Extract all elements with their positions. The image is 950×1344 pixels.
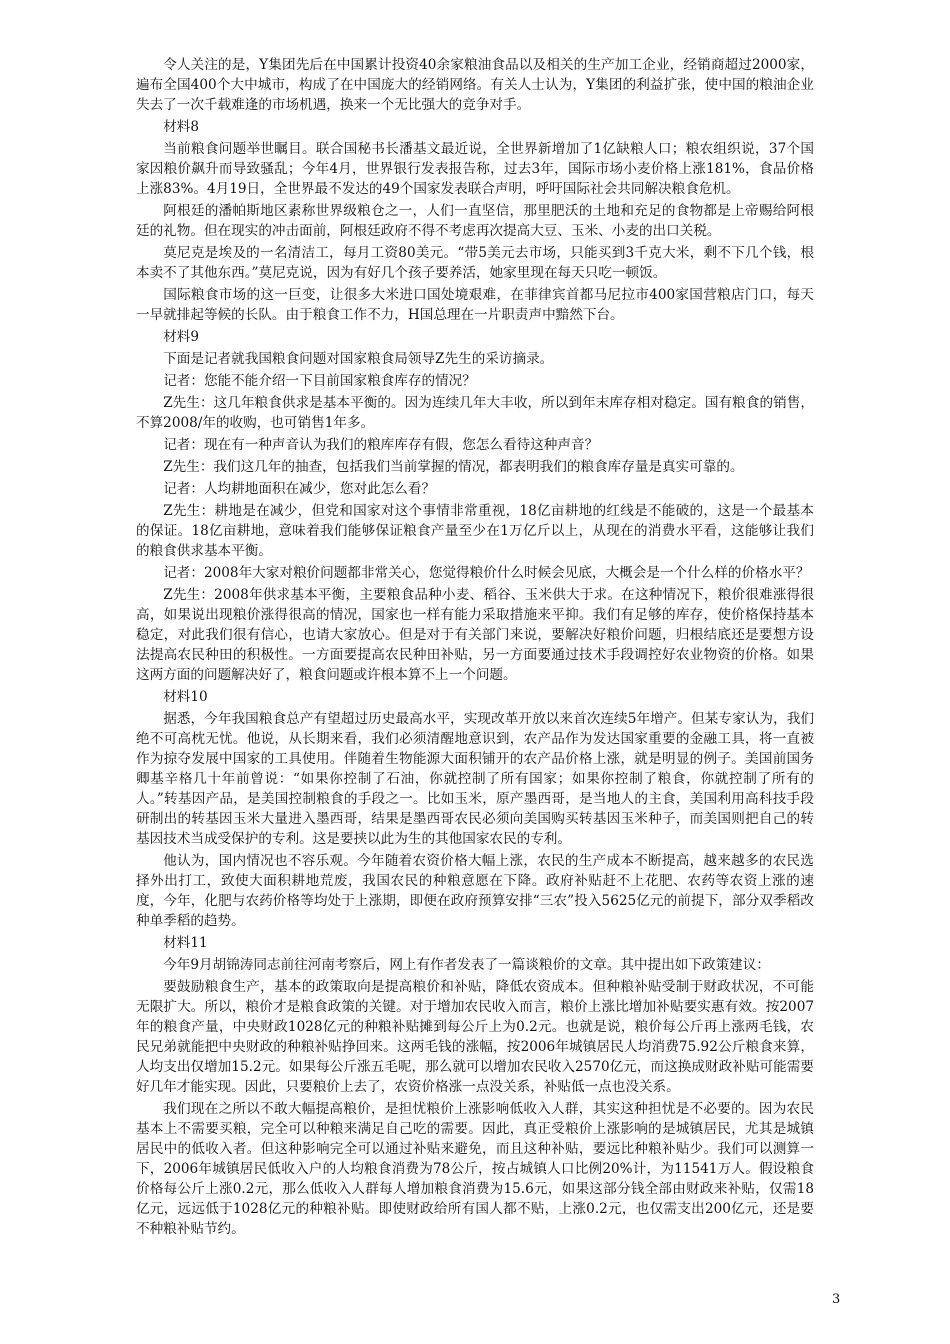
paragraph-y-group: 令人关注的是，Y集团先后在中国累计投资40余家粮油食品以及相关的生产加工企业，经销商超过2000家，遍布全国400个大中城市，构成了在中国庞大的经销网络。有关人士认为，Y集团的利益扩张，使中国的粮油企业失去了一次千载难逢的市场机遇，换来一个无比强大的竞争对手。 [136, 57, 814, 113]
paragraph-policy-grain-price: 要鼓励粮食生产，基本的政策取向是提高粮价和补贴，降低农资成本。但种粮补贴受制于财政状况，不可能无限扩大。所以，粮价才是粮食政策的关键。对于增加农民收入而言，粮价上涨比增加补贴要实惠有效。按2007年的粮食产量，中央财政1028亿元的种粮补贴摊到每公斤上为0.2元。也就是说，粮价每公斤再上涨两毛钱，农民兄弟就能把中央财政的种粮补贴挣回来。这两毛钱的涨幅，按2006年城镇居民人均消费75.92公斤粮食来算，人均支出仅增加15.2元。如果每公斤涨五毛呢，那么就可以增加农民收入2570亿元，而这换成财政补贴可能需要好几年才能实现。因此，只要粮价上去了，农资价格涨一点没关系，补贴低一点也没关系。 [136, 979, 814, 1095]
paragraph-domestic-situation: 他认为，国内情况也不容乐观。今年随着农资价格大幅上涨，农民的生产成本不断提高，越来越多的农民选择外出打工，致使大面积耕地荒废，我国农民的种粮意愿在下降。政府补贴赶不上花肥、农药等农资上涨的速度，今年，化肥与农药价格等均处于上涨期，即便在政府预算安排“三农”投入5625亿元的前提下，部分双季稻改种单季稻的趋势。 [136, 853, 814, 929]
heading-material-11: 材料11 [163, 935, 208, 951]
page-number: 3 [832, 1292, 841, 1307]
paragraph-reporter-q2: 记者：现在有一种声音认为我们的粮库库存有假，您怎么看待这种声音？ [163, 437, 599, 453]
paragraph-rice-importers: 国际粮食市场的这一巨变，让很多大米进口国处境艰难，在菲律宾首都马尼拉市400家国营粮店门口，每天一早就排起等候的长队。由于粮食工作不力，H国总理在一片职责声中黯然下台。 [136, 287, 814, 323]
paragraph-expert-view: 据悉，今年我国粮食总产有望超过历史最高水平，实现改革开放以来首次连续5年增产。但某专家认为，我们绝不可高枕无忧。他说，从长期来看，我们必须清醒地意识到，农产品作为发达国家重要的金融工具，将一直被作为掠夺发展中国家的工具使用。伴随着生物能源大面积铺开的农产品价格上涨，就是明显的例子。美国前国务卿基辛格几十年前曾说：“如果你控制了石油，你就控制了所有国家；如果你控制了粮食，你就控制了所有的人。”转基因产品，是美国控制粮食的手段之一。比如玉米，原产墨西哥，是当地人的主食，美国利用高科技手段研制出的转基因玉米大量进入墨西哥，结果是墨西哥农民必须向美国购买转基因玉米种子，而美国则把自己的转基因技术当成受保护的专利。这是要挟以此为生的其他国家农民的专利。 [136, 711, 814, 847]
heading-material-9: 材料9 [163, 329, 200, 345]
heading-material-8: 材料8 [163, 119, 200, 135]
paragraph-interview-intro: 下面是记者就我国粮食问题对国家粮食局领导Z先生的采访摘录。 [163, 351, 554, 367]
paragraph-argentina: 阿根廷的潘帕斯地区素称世界级粮仓之一，人们一直坚信，那里肥沃的土地和充足的食物都是上帝赐给阿根廷的礼物。但在现实的冲击面前，阿根廷政府不得不考虑再次提高大豆、玉米、小麦的出口关税。 [136, 203, 814, 239]
paragraph-z-a2: Z先生：我们这几年的抽查，包括我们当前掌握的情况，都表明我们的粮食库存量是真实可靠的。 [163, 459, 744, 475]
paragraph-policy-subsidy: 我们现在之所以不敢大幅提高粮价，是担忧粮价上涨影响低收入人群，其实这种担忧是不必要的。因为农民基本上不需要买粮，完全可以种粮来满足自己吃的需要。因此，真正受粮价上涨影响的是城镇居民，尤其是城镇居民中的低收入者。但这种影响完全可以通过补贴来避免，而且这种补贴，要远比种粮补贴少。我们可以测算一下，2006年城镇居民低收入户的人均粮食消费为78公斤，按占城镇人口比例20%计，为11541万人。假设粮食价格每公斤上涨0.2元，那么低收入人群每人增加粮食消费为15.6元，如果这部分钱全部由财政来补贴，仅需18亿元，远远低于1028亿元的种粮补贴。即使财政给所有国人都不贴，上涨0.2元，也仅需支出200亿元，还是要不种粮补贴节约。 [136, 1101, 814, 1237]
paragraph-z-a1: Z先生：这几年粮食供求是基本平衡的。因为连续几年大丰收，所以到年末库存相对稳定。国有粮食的销售，不算2008/年的收购，也可销售1年多。 [136, 395, 814, 431]
paragraph-food-crisis: 当前粮食问题举世瞩目。联合国秘书长潘基文最近说，全世界新增加了1亿缺粮人口；粮农组织说，37个国家因粮价飙升而导致骚乱；今年4月，世界银行发表报告称，过去3年，国际市场小麦价格上涨181%，食品价格上涨83%。4月19日，全世界最不发达的49个国家发表联合声明，呼吁国际社会共同解决粮食危机。 [136, 141, 814, 197]
paragraph-reporter-q3: 记者：人均耕地面积在减少，您对此怎么看？ [163, 481, 436, 497]
paragraph-reporter-q4: 记者：2008年大家对粮价问题都非常关心，您觉得粮价什么时候会见底，大概会是一个什么样的价格水平？ [163, 565, 810, 581]
heading-material-10: 材料10 [163, 689, 208, 705]
paragraph-z-a4: Z先生：2008年供求基本平衡，主要粮食品种小麦、稻谷、玉米供大于求。在这种情况下，粮价很难涨得很高，如果说出现粮价涨得很高的情况，国家也一样有能力采取措施来平抑。我们有足够的库存，使价格保持基本稳定，对此我们很有信心，也请大家放心。但是对于有关部门来说，要解决好粮价问题，归根结底还是要想方设法提高农民种田的积极性。一方面要提高农民种田补贴，另一方面要通过技术手段调控好农业物资的价格。如果这两方面的问题解决好了，粮食问题或许根本算不上一个问题。 [136, 587, 814, 683]
paragraph-policy-intro: 今年9月胡锦涛同志前往河南考察后，网上有作者发表了一篇谈粮价的文章。其中提出如下政策建议： [163, 957, 770, 973]
paragraph-egypt: 莫尼克是埃及的一名清洁工，每月工资80美元。“带5美元去市场，只能买到3千克大米，剩不下几个钱，根本卖不了其他东西。”莫尼克说，因为有好几个孩子要养活，她家里现在每天只吃一顿饭。 [136, 245, 814, 281]
paragraph-z-a3: Z先生：耕地是在减少，但党和国家对这个事情非常重视，18亿亩耕地的红线是不能破的，这是一个最基本的保证。18亿亩耕地，意味着我们能够保证粮食产量至少在1万亿斤以上，从现在的消费水平看，这能够让我们的粮食供求基本平衡。 [136, 503, 814, 559]
paragraph-reporter-q1: 记者：您能不能介绍一下目前国家粮食库存的情况？ [163, 373, 476, 389]
